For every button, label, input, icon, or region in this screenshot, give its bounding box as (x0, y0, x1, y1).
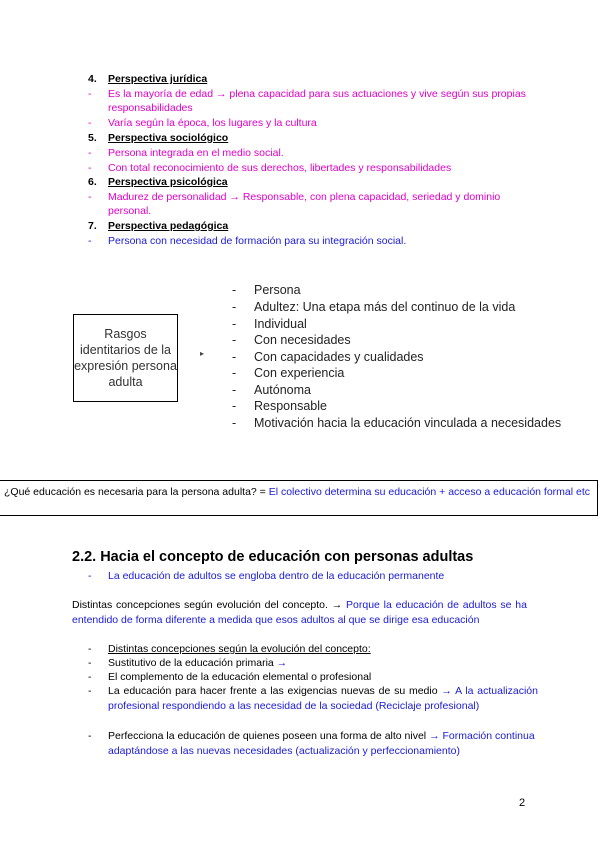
perspective-title: Perspectiva sociológico (108, 132, 229, 144)
section-heading: 2.2. Hacia el concepto de educación con personas adultas (72, 549, 474, 565)
perspective-number: 6. (88, 176, 97, 188)
perspective-title: Perspectiva pedagógica (108, 220, 229, 232)
concepcion-blue: → Formación continua adaptándose a las nuevas necesidades (actualización y perfeccionamiento) (108, 730, 535, 757)
perspective-item-text: Persona integrada en el medio social. (108, 147, 284, 159)
paragraph-black: Distintas concepciones según evolución del concepto. → (72, 599, 347, 611)
rasgo-item-text: Con necesidades (254, 333, 351, 347)
arrow-icon: ▸ (200, 349, 205, 358)
concepcion-text: La educación para hacer frente a las exigencias nuevas de su medio (108, 685, 442, 697)
concepcion-arrow: → (276, 657, 288, 669)
rasgo-item-text: Responsable (254, 399, 327, 413)
page-number: 2 (519, 797, 526, 809)
rasgo-item-text: Adultez: Una etapa más del continuo de la vida (254, 300, 516, 314)
section-bullet-text: La educación de adultos se engloba dentro de la educación permanente (108, 570, 445, 582)
question-box (0, 480, 598, 516)
concepcion-text: El complemento de la educación elemental o profesional (108, 671, 372, 683)
paragraph-blue: Porque la educación de adultos se ha entendido de forma diferente a medida que esos adultos al que se dirige esa educación (72, 599, 527, 626)
perspective-title: Perspectiva psicológica (108, 176, 228, 188)
concepciones-title: Distintas concepciones según la evolución del concepto: (108, 643, 371, 655)
section-paragraph (72, 598, 527, 628)
rasgo-item-text: Motivación hacia la educación vinculada a necesidades (254, 416, 562, 430)
perspective-number: 4. (88, 73, 97, 85)
perspective-number: 7. (88, 220, 97, 232)
perspective-item-text: Con total reconocimiento de sus derechos, libertades y responsabilidades (108, 162, 452, 174)
perspective-item-text: Es la mayoría de edad → plena capacidad para sus actuaciones y vive según sus propias responsabilidades (108, 88, 526, 114)
perspective-item-text: Madurez de personalidad → Responsable, con plena capacidad, seriedad y dominio personal. (108, 191, 501, 217)
rasgos-box-label: Rasgos identitarios de la expresión persona adulta (74, 327, 177, 389)
question-text: ¿Qué educación es necesaria para la persona adulta? = (4, 486, 269, 498)
rasgos-box (73, 314, 178, 402)
perspective-item-text: Persona con necesidad de formación para su integración social. (108, 235, 407, 247)
concepcion-text: Sustitutivo de la educación primaria (108, 657, 277, 669)
rasgo-item-text: Autónoma (254, 383, 311, 397)
rasgo-item-text: Con experiencia (254, 366, 345, 380)
perspective-number: 5. (88, 132, 97, 144)
rasgo-item-text: Con capacidades y cualidades (254, 350, 424, 364)
concepcion-blue: → A la actualización profesional respondiendo a las necesidad de la sociedad (Reciclaje profesional) (108, 685, 538, 712)
concepcion-text: Perfecciona la educación de quienes poseen una forma de alto nivel (108, 730, 430, 742)
rasgo-item-text: Persona (254, 283, 301, 297)
rasgo-item-text: Individual (254, 317, 307, 331)
perspective-title: Perspectiva jurídica (108, 73, 208, 85)
perspective-item-text: Varía según la época, los lugares y la cultura (108, 117, 317, 129)
question-answer: El colectivo determina su educación + acceso a educación formal etc (268, 486, 591, 498)
